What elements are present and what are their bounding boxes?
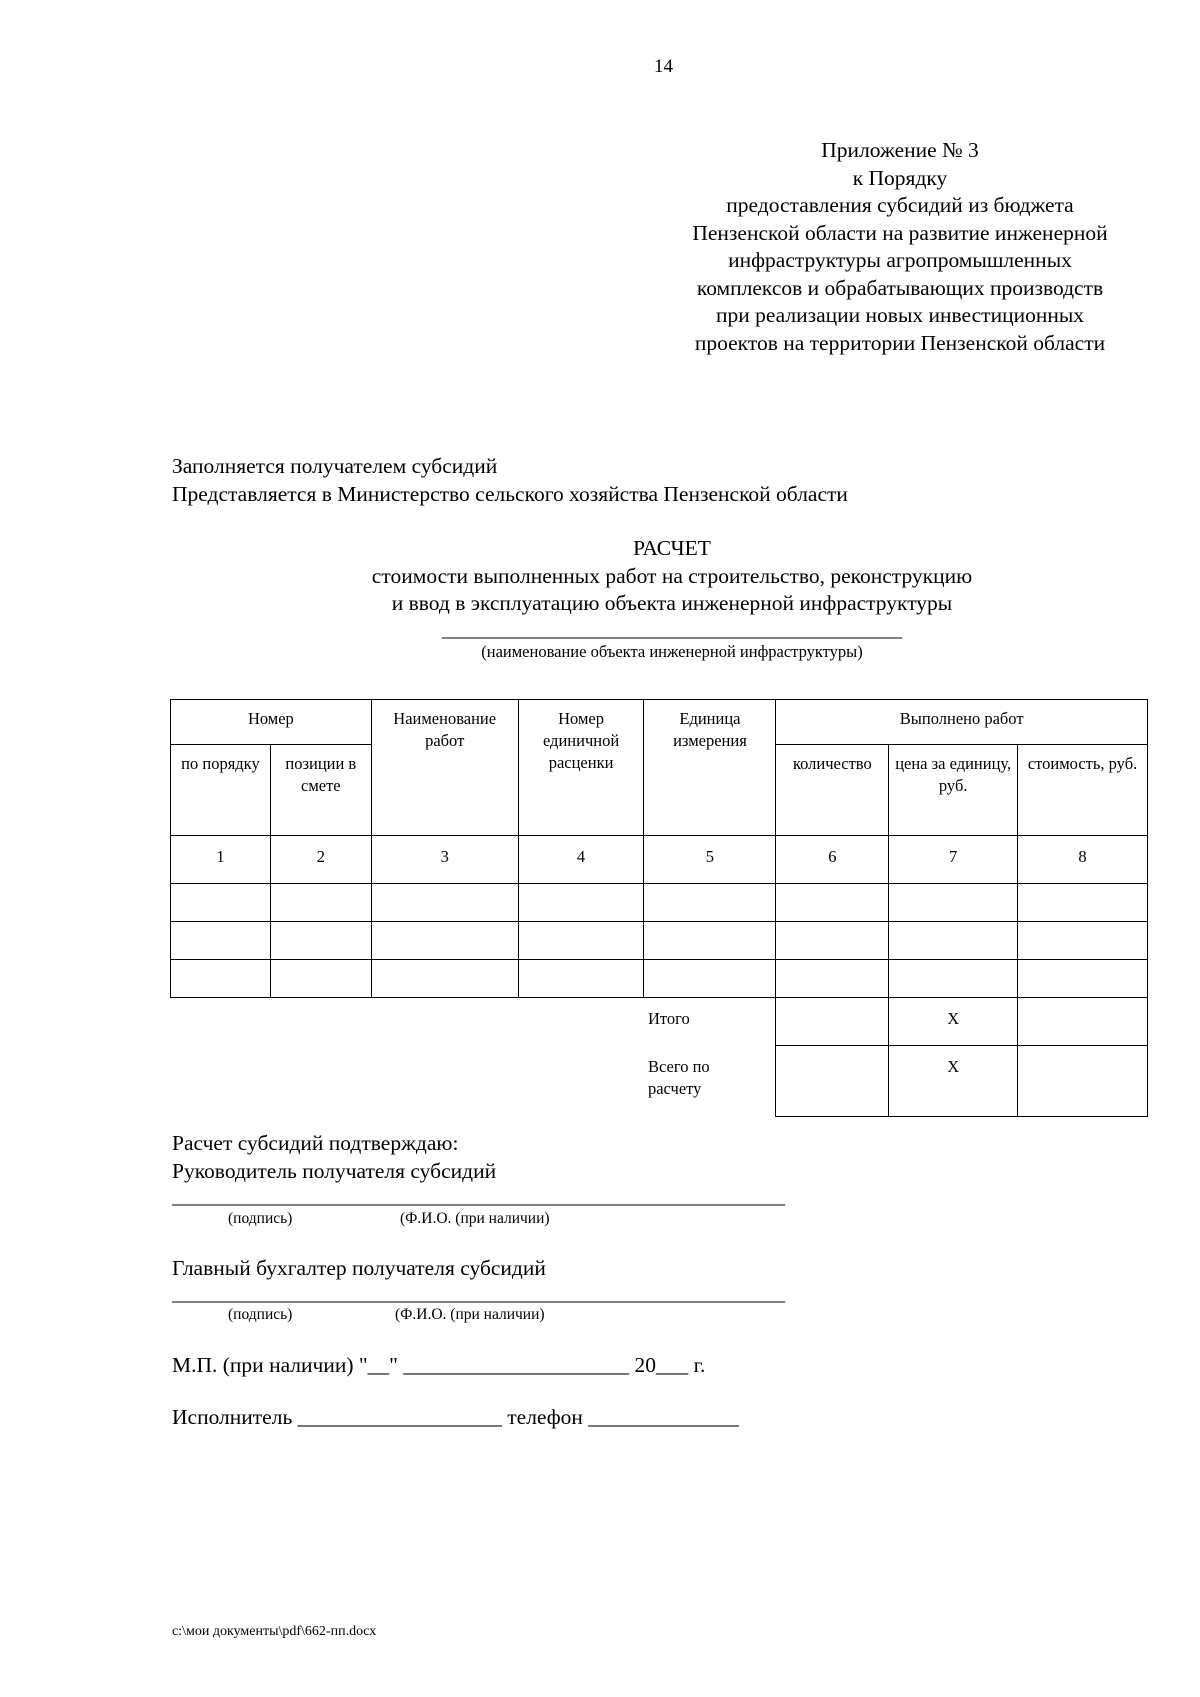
table-cell[interactable]: [889, 884, 1018, 922]
total-cost-cell[interactable]: [1018, 998, 1148, 1046]
appendix-line: комплексов и обрабатывающих производств: [696, 275, 1104, 300]
accountant-signature-line[interactable]: ____________________________________________________________________: [172, 1283, 784, 1305]
head-fio-caption: (Ф.И.О. (при наличии): [400, 1210, 550, 1227]
table-cell[interactable]: [270, 960, 371, 998]
table-cell[interactable]: [1018, 922, 1148, 960]
head-signature-line[interactable]: ____________________________________________________________________: [172, 1186, 784, 1208]
table-row: [171, 884, 1148, 922]
table-cell[interactable]: [371, 884, 518, 922]
head-title: Руководитель получателя субсидий: [172, 1158, 497, 1183]
intro-submit-note: Представляется в Министерство сельского хозяйства Пензенской области: [172, 481, 848, 506]
table-cell[interactable]: [644, 960, 776, 998]
column-number: 4: [518, 836, 644, 884]
table-cell[interactable]: [776, 960, 889, 998]
table-cell[interactable]: [171, 922, 271, 960]
intro-block: [172, 453, 848, 508]
column-number: 8: [1018, 836, 1148, 884]
appendix-line: инфраструктуры агропромышленных: [728, 248, 1072, 272]
grand-total-label-text: Всего по расчету: [647, 1056, 710, 1098]
header-position: позиции в смете: [270, 745, 371, 836]
header-cost: стоимость, руб.: [1018, 745, 1148, 836]
table-cell[interactable]: [889, 922, 1018, 960]
header-work-name: Наименование работ: [371, 700, 518, 836]
document-title: [172, 535, 1172, 662]
table-cell[interactable]: [518, 960, 644, 998]
confirm-text: Расчет субсидий подтверждаю:: [172, 1131, 459, 1155]
column-number: 2: [270, 836, 371, 884]
header-work-done: Выполнено работ: [776, 700, 1148, 745]
column-number: 3: [371, 836, 518, 884]
grand-total-label: [644, 1046, 776, 1117]
column-number: 6: [776, 836, 889, 884]
spacer: [171, 998, 644, 1046]
header-rate-number: Номер единичной расценки: [518, 700, 644, 836]
calculation-table: [170, 699, 1148, 1117]
appendix-line: к Порядку: [852, 165, 948, 190]
column-number: 5: [644, 836, 776, 884]
table-cell[interactable]: [776, 922, 889, 960]
table-cell[interactable]: [371, 922, 518, 960]
total-price-cell: X: [889, 998, 1018, 1046]
header-unit: Единица измерения: [644, 700, 776, 836]
file-path: c:\мои документы\pdf\662-пп.docx: [172, 1624, 377, 1639]
grand-total-quantity-cell[interactable]: [776, 1046, 889, 1117]
header-unit-price: цена за единицу, руб.: [889, 745, 1018, 836]
column-number: 7: [889, 836, 1018, 884]
grand-total-price-cell: X: [889, 1046, 1018, 1117]
table-row: [171, 960, 1148, 998]
table-cell[interactable]: [644, 922, 776, 960]
table-cell[interactable]: [518, 884, 644, 922]
total-row: [171, 998, 1148, 1046]
table-cell[interactable]: [776, 884, 889, 922]
column-number: 1: [171, 836, 271, 884]
grand-total-row: [171, 1046, 1148, 1117]
table-cell[interactable]: [518, 922, 644, 960]
object-name-field[interactable]: ______________________________________________: [442, 618, 902, 641]
appendix-line: при реализации новых инвестиционных: [715, 303, 1085, 327]
table-row: [171, 922, 1148, 960]
stamp-date-line[interactable]: М.П. (при наличии) "__" _____________________ 20___ г.: [172, 1353, 706, 1377]
page-number: 14: [654, 56, 673, 77]
header-number: Номер: [171, 700, 372, 745]
header-quantity: количество: [776, 745, 889, 836]
table-cell[interactable]: [270, 884, 371, 922]
accountant-signature-caption: (подпись): [228, 1306, 293, 1323]
table-cell[interactable]: [171, 960, 271, 998]
head-signature-caption: (подпись): [228, 1210, 293, 1227]
object-name-caption: (наименование объекта инженерной инфраструктуры): [481, 641, 863, 661]
grand-total-cost-cell[interactable]: [1018, 1046, 1148, 1117]
appendix-line: проектов на территории Пензенской области: [694, 330, 1106, 355]
title-line: и ввод в эксплуатацию объекта инженерной инфраструктуры: [391, 591, 953, 615]
title-line: стоимости выполненных работ на строительство, реконструкцию: [371, 563, 973, 588]
accountant-title: Главный бухгалтер получателя субсидий: [172, 1256, 546, 1280]
executor-phone-line[interactable]: Исполнитель ___________________ телефон ______________: [172, 1405, 739, 1429]
accountant-fio-caption: (Ф.И.О. (при наличии): [395, 1306, 545, 1323]
title-heading: РАСЧЕТ: [633, 536, 711, 560]
table-cell[interactable]: [1018, 884, 1148, 922]
table-cell[interactable]: [644, 884, 776, 922]
appendix-header: [650, 137, 1150, 357]
header-order: по порядку: [171, 745, 271, 836]
table-cell[interactable]: [889, 960, 1018, 998]
spacer: [171, 1046, 644, 1117]
total-label: Итого: [644, 998, 776, 1046]
table-cell[interactable]: [270, 922, 371, 960]
table-cell[interactable]: [171, 884, 271, 922]
total-quantity-cell[interactable]: [776, 998, 889, 1046]
appendix-line: Приложение № 3: [821, 138, 979, 162]
table-cell[interactable]: [1018, 960, 1148, 998]
intro-fill-note: Заполняется получателем субсидий: [172, 454, 498, 478]
confirmation-block: [172, 1130, 496, 1185]
table-cell[interactable]: [371, 960, 518, 998]
appendix-line: предоставления субсидий из бюджета: [726, 193, 1074, 217]
appendix-line: Пензенской области на развитие инженерной: [692, 220, 1108, 245]
